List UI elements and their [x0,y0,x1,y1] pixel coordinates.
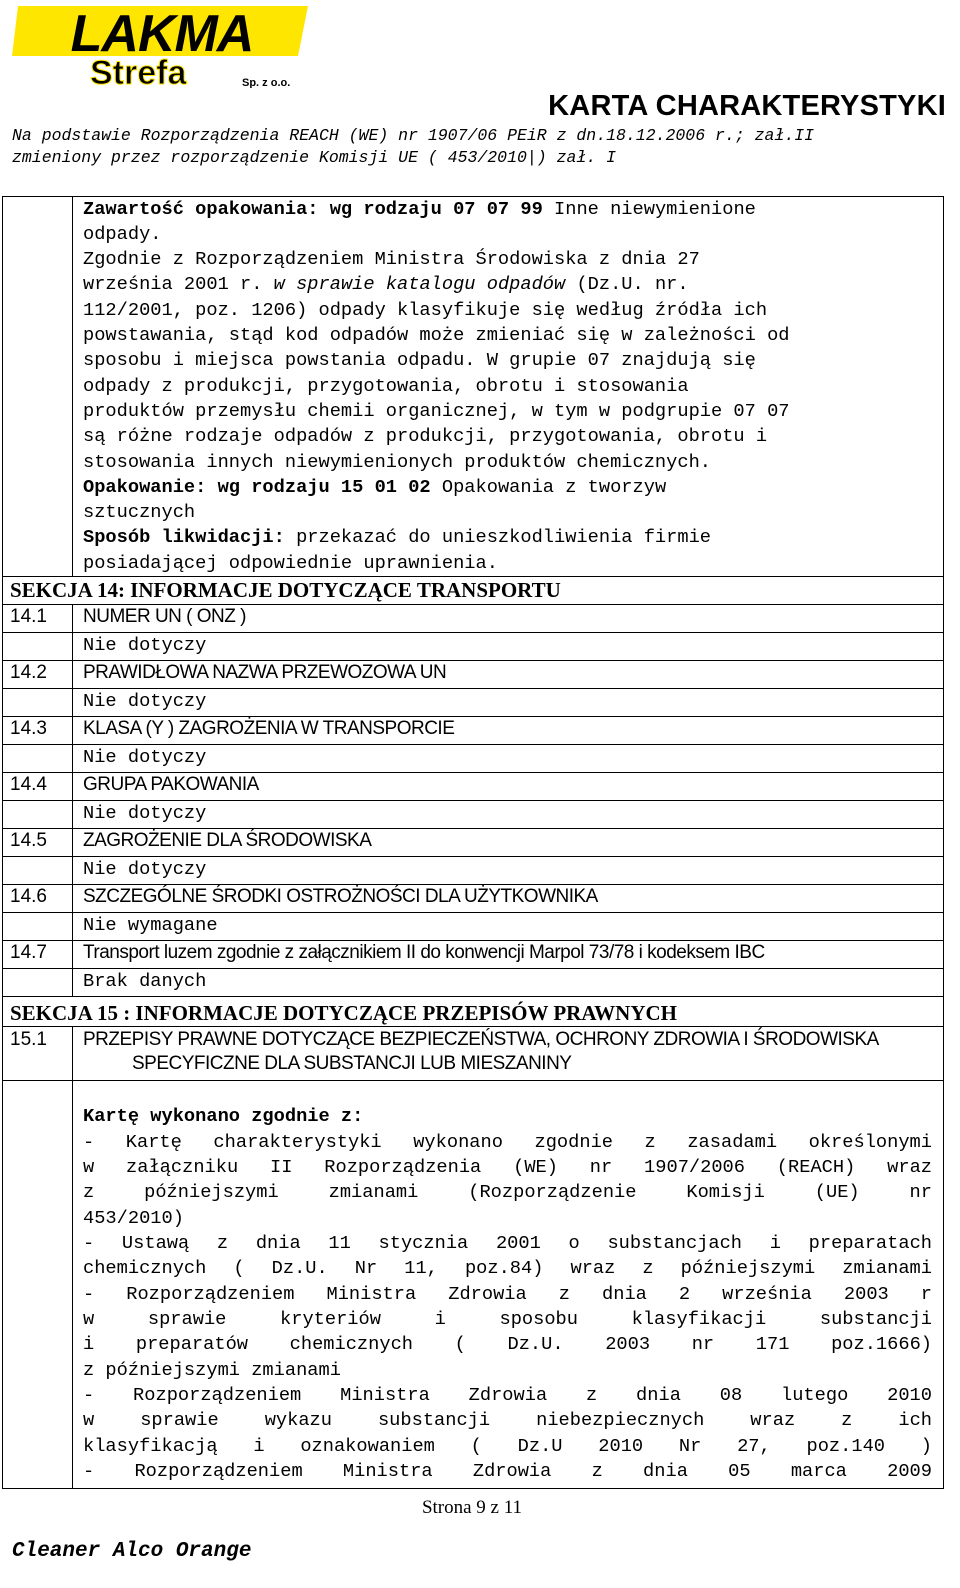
regulations-intro: Kartę wykonano zgodnie z: [83,1105,364,1127]
regulation-line: klasyfikacją i oznakowaniem ( Dz.U 2010 Nr 27, poz.140 ) [83,1435,932,1457]
row-divider [2,660,944,661]
item-title: NUMER UN ( ONZ ) [83,606,246,627]
page-number: Strona 9 z 11 [421,1497,523,1518]
item-number: 14.7 [10,942,47,963]
item-value: Nie wymagane [83,914,218,936]
row-divider [2,688,944,689]
logo-sub-text: Strefa [90,54,187,88]
row-divider [2,940,944,941]
regulation-line: 453/2010) [83,1207,184,1229]
regulation-line: z późniejszymi zmianami [83,1359,341,1381]
row-divider [2,800,944,801]
row-divider [2,772,944,773]
waste-text-segment: (Dz.U. nr. [565,273,689,295]
row-divider [2,996,944,997]
row-divider [2,968,944,969]
section-14-heading: SEKCJA 14: INFORMACJE DOTYCZĄCE TRANSPORTU [10,578,561,602]
item-title: ZAGROŻENIE DLA ŚRODOWISKA [83,830,372,851]
item-value: Nie dotyczy [83,802,207,824]
regulation-line: - Rozporządzeniem Ministra Zdrowia z dnia 05 marca 2009 [83,1460,932,1482]
row-divider [2,604,944,605]
item-number: 14.6 [10,886,47,907]
item-title: GRUPA PAKOWANIA [83,774,259,795]
header-regulation-line-2: zmieniony przez rozporządzenie Komisji UE ( 453/2010|) zał. I [12,148,616,167]
regulation-line: w sprawie wykazu substancji niebezpiecznych wraz z ich [83,1409,932,1431]
row-divider [2,1026,944,1027]
waste-text-line: produktów przemysłu chemii organicznej, w tym w podgrupie 07 07 [83,400,790,422]
waste-text-line: powstawania, stąd kod odpadów może zmieniać się w zależności od [83,324,790,346]
waste-text-line: odpady z produkcji, przygotowania, obrotu i stosowania [83,375,689,397]
row-divider [2,632,944,633]
item-value: Nie dotyczy [83,690,207,712]
header-regulation-line-1: Na podstawie Rozporządzenia REACH (WE) nr 1907/06 PEiR z dn.18.12.2006 r.; zał.II [12,126,815,145]
waste-catalog-title: w sprawie katalogu odpadów [273,273,566,295]
item-title: PRAWIDŁOWA NAZWA PRZEWOZOWA UN [83,662,447,683]
waste-text-line: stosowania innych niewymienionych produktów chemicznych. [83,451,712,473]
document-title: KARTA CHARAKTERYSTYKI [548,90,946,122]
disposal-desc: przekazać do unieszkodliwienia firmie [284,526,712,548]
waste-text-line: 112/2001, poz. 1206) odpady klasyfikuje się według źródła ich [83,299,768,321]
section-15-heading: SEKCJA 15 : INFORMACJE DOTYCZĄCE PRZEPISÓW PRAWNYCH [10,1001,677,1025]
waste-text-line: sztucznych [83,501,196,523]
item-number: 14.2 [10,662,47,683]
column-divider [72,604,73,996]
packaging-label: Opakowanie: wg rodzaju 15 01 02 [83,476,431,498]
regulation-line: - Rozporządzeniem Ministra Zdrowia z dnia 08 lutego 2010 [83,1384,932,1406]
row-divider [2,912,944,913]
item-title: KLASA (Y ) ZAGROŻENIA W TRANSPORCIE [83,718,455,739]
item-value: Nie dotyczy [83,746,207,768]
disposal-label: Sposób likwidacji: [83,526,285,548]
item-number: 14.1 [10,606,47,627]
regulation-line: w sprawie kryteriów i sposobu klasyfikacji substancji [83,1308,932,1330]
row-divider [2,744,944,745]
regulation-line: w załączniku II Rozporządzenia (WE) nr 1907/2006 (REACH) wraz [83,1156,932,1178]
item-number: 14.5 [10,830,47,851]
waste-text-line: Zgodnie z Rozporządzeniem Ministra Środowiska z dnia 27 [83,248,700,270]
regulation-line: - Ustawą z dnia 11 stycznia 2001 o substancjach i preparatach [83,1232,932,1254]
item-value: Nie dotyczy [83,634,207,656]
logo-suffix-text: Sp. z o.o. [242,77,291,88]
product-name: Cleaner Alco Orange [12,1540,252,1563]
item-number: 15.1 [10,1029,47,1050]
company-logo [12,4,312,88]
column-divider [72,196,73,576]
item-number: 14.4 [10,774,47,795]
waste-text-line: są różne rodzaje odpadów z produkcji, przygotowania, obrotu i [83,425,768,447]
waste-text-line: sposobu i miejsca powstania odpadu. W grupie 07 znajdują się [83,349,756,371]
row-divider [2,856,944,857]
regulation-line: - Rozporządzeniem Ministra Zdrowia z dnia 2 września 2003 r [83,1283,932,1305]
waste-contents-label: Zawartość opakowania: wg rodzaju 07 07 99 [83,198,543,220]
waste-contents-desc: Inne niewymienione [542,198,756,220]
packaging-desc: Opakowania z tworzyw [430,476,667,498]
item-value: Nie dotyczy [83,858,207,880]
row-divider [2,716,944,717]
regulation-line: - Kartę charakterystyki wykonano zgodnie z zasadami określonymi [83,1131,932,1153]
regulation-line: chemicznych ( Dz.U. Nr 11, poz.84) wraz z późniejszymi zmianami [83,1257,932,1279]
row-divider [2,1080,944,1081]
item-title: Transport luzem zgodnie z załącznikiem II do konwencji Marpol 73/78 i kodeksem IBC [83,942,765,963]
row-divider [2,828,944,829]
regulation-line: i preparatów chemicznych ( Dz.U. 2003 nr 171 poz.1666) [83,1333,932,1355]
logo-main-text: LAKMA [70,5,254,63]
waste-text-segment: września 2001 r. [83,273,274,295]
item-title-continued: SPECYFICZNE DLA SUBSTANCJI LUB MIESZANINY [132,1053,572,1074]
regulation-line: z późniejszymi zmianami (Rozporządzenie Komisji (UE) nr [83,1181,932,1203]
item-title: SZCZEGÓLNE ŚRODKI OSTROŻNOŚCI DLA UŻYTKOWNIKA [83,886,598,907]
item-title: PRZEPISY PRAWNE DOTYCZĄCE BEZPIECZEŃSTWA, OCHRONY ZDROWIA I ŚRODOWISKA [83,1029,879,1050]
row-divider [2,884,944,885]
column-divider [72,1026,73,1489]
waste-text-line: posiadającej odpowiednie uprawnienia. [83,552,498,574]
item-number: 14.3 [10,718,47,739]
waste-text-line: odpady. [83,223,162,245]
item-value: Brak danych [83,970,207,992]
